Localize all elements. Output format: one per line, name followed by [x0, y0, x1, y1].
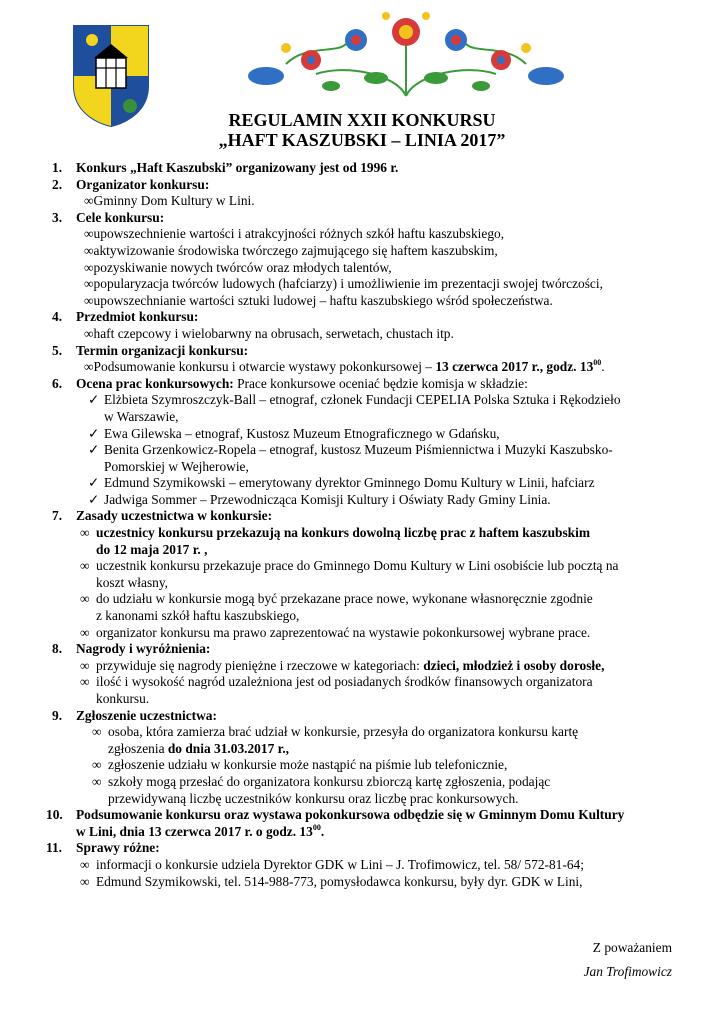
section-9: 9. Zgłoszenie uczestnictwa: — [52, 707, 217, 723]
section-6: 6. Ocena prac konkursowych: Prace konkursowe oceniać będzie komisja w składzie: — [52, 375, 528, 391]
section-3: 3. Cele konkursu: — [52, 209, 165, 225]
section-1: 1. Konkurs „Haft Kaszubski” organizowany jest od 1996 r. — [52, 160, 399, 175]
list-item: ∞ szkoły mogą przesłać do organizatora konkursu zbiorczą kartę zgłoszenia, podając przewidywaną liczbę uczestników konkursu oraz liczbę prac konkursowych. — [92, 773, 551, 806]
jury-member: ✓ Ewa Gilewska – etnograf, Kustosz Muzeum Etnograficznego w Gdańsku, — [88, 425, 500, 441]
list-item: ∞Podsumowanie konkursu i otwarcie wystawy pokonkursowej – 13 czerwca 2017 r., godz. $13^{00}$. — [84, 358, 605, 375]
section-10: 10. Podsumowanie konkursu oraz wystawa pokonkursowa odbędzie się w Gminnym Domu Kultury w Lini, dnia 13 czerwca 2017 r. o godz. $13^{00}$. — [46, 807, 625, 839]
list-item: ∞ do udziału w konkursie mogą być przekazane prace nowe, wykonane własnoręcznie zgodnie z kanonami szkół haftu kaszubskiego, — [80, 591, 593, 624]
list-item: ∞Gminny Dom Kultury w Lini. — [84, 193, 255, 209]
list-item: ∞ uczestnik konkursu przekazuje prace do Gminnego Domu Kultury w Lini osobiście lub pocztą na koszt własny, — [80, 558, 619, 590]
jury-member: ✓ Benita Grzenkowicz-Ropela – etnograf, kustosz Muzeum Piśmiennictwa i Muzyki Kaszubsko- Pomorskiej w Wejherowie, — [88, 442, 613, 474]
list-item: ∞upowszechnianie wartości sztuki ludowej – haftu kaszubskiego wśród społeczeństwa. — [84, 292, 553, 308]
section-7: 7. Zasady uczestnictwa w konkursie: — [52, 508, 273, 524]
list-item: ∞ organizator konkursu ma prawo zaprezentować na wystawie pokonkursowej wybrane prace. — [80, 624, 591, 640]
list-item: ∞aktywizowanie środowiska twórczego zajmującego się haftem kaszubskim, — [84, 242, 498, 258]
section-8: 8. Nagrody i wyróżnienia: — [52, 641, 211, 657]
list-item: ∞ informacji o konkursie udziela Dyrektor GDK w Lini – J. Trofimowicz, tel. 58/ 572-81-64; — [80, 856, 584, 872]
document-subtitle: „HAFT KASZUBSKI – LINIA 2017” — [218, 130, 506, 150]
signature: Jan Trofimowicz — [583, 964, 672, 979]
list-item: ∞ zgłoszenie udziału w konkursie może nastąpić na piśmie lub telefonicznie, — [92, 757, 508, 773]
kashubian-embroidery-ornament-icon — [226, 4, 586, 100]
list-item: ∞ Edmund Szymikowski, tel. 514-988-773, pomysłodawca konkursu, były dyr. GDK w Lini, — [80, 873, 583, 889]
jury-member: ✓ Jadwiga Sommer – Przewodnicząca Komisji Kultury i Oświaty Rady Gminy Linia. — [88, 491, 551, 507]
section-5: 5. Termin organizacji konkursu: — [52, 342, 249, 358]
list-item: ∞ osoba, która zamierza brać udział w konkursie, przesyła do organizatora konkursu kartę zgłoszenia do dnia 31.03.2017 r., — [92, 724, 579, 756]
section-2: 2. Organizator konkursu: — [52, 176, 210, 192]
jury-member: ✓ Edmund Szymikowski – emerytowany dyrektor Gminnego Domu Kultury w Linii, hafciarz — [88, 475, 595, 491]
regulations-body — [0, 160, 724, 890]
document-title: REGULAMIN XXII KONKURSU — [228, 110, 496, 130]
list-item: ∞ ilość i wysokość nagród uzależniona jest od posiadanych środków finansowych organizatora konkursu. — [80, 674, 593, 706]
list-item: ∞haft czepcowy i wielobarwny na obrusach, serwetach, chustach itp. — [84, 325, 454, 341]
list-item: ∞pozyskiwanie nowych twórców oraz młodych talentów, — [84, 259, 392, 275]
section-11: 11. Sprawy różne: — [46, 840, 160, 856]
closing-phrase: Z poważaniem — [592, 940, 672, 955]
list-item: ∞ uczestnicy konkursu przekazują na konkurs dowolną liczbę prac z haftem kaszubskim do 12 maja 2017 r. , — [80, 525, 591, 557]
jury-member: ✓ Elżbieta Szymroszczyk-Ball – etnograf, członek Fundacji CEPELIA Polska Sztuka i Rękodzieło w Warszawie, — [88, 392, 621, 424]
list-item: ∞ przywiduje się nagrody pieniężne i rzeczowe w kategoriach: dzieci, młodzież i osoby dorosłe, — [80, 657, 605, 673]
list-item: ∞popularyzacja twórców ludowych (hafciarzy) i umożliwienie im prezentacji swojej twórczości, — [84, 276, 603, 292]
section-4: 4. Przedmiot konkursu: — [52, 309, 199, 325]
list-item: ∞upowszechnienie wartości i atrakcyjności różnych szkół haftu kaszubskiego, — [84, 226, 505, 242]
